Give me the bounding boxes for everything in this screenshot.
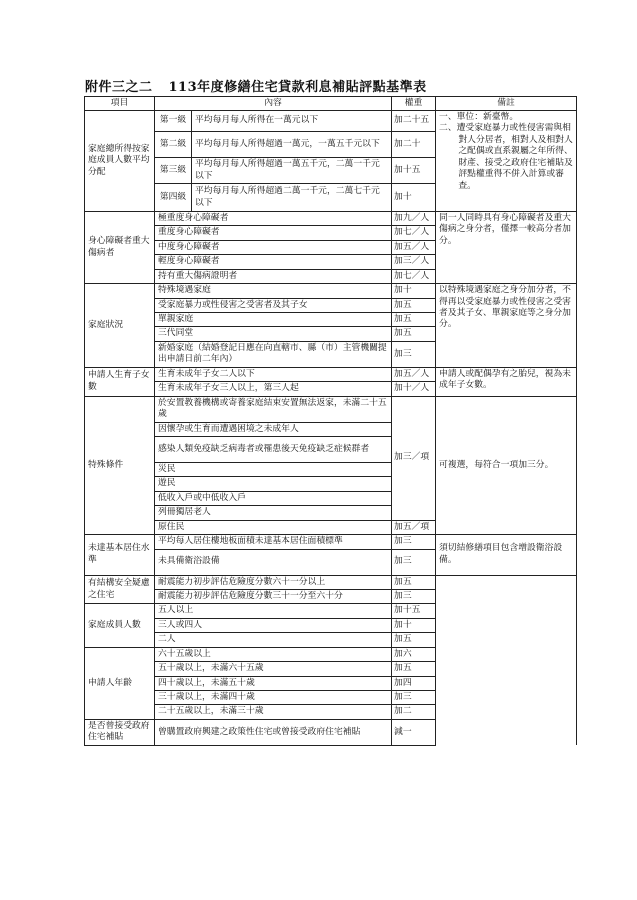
note-special: 可複選，每符合一項加三分。 [436, 396, 577, 535]
disability-content: 持有重大傷病證明者 [155, 269, 392, 283]
housing-content: 平均每人居住樓地板面積未達基本居住面積標準 [155, 535, 392, 549]
age-content: 二十五歲以上，未滿三十歲 [155, 705, 392, 719]
age-score: 加四 [392, 676, 436, 690]
children-score: 加十／人 [392, 382, 436, 396]
income-content: 平均每月每人所得超過一萬五千元，二萬一千元以下 [192, 158, 392, 184]
age-score: 加五 [392, 662, 436, 676]
income-content: 平均每月每人所得超過一萬元，一萬五千元以下 [192, 132, 392, 158]
housing-score: 加三 [392, 535, 436, 549]
safety-score: 加三 [392, 590, 436, 604]
disability-content: 輕度身心障礙者 [155, 255, 392, 269]
family-content: 三代同堂 [155, 327, 392, 341]
table-title: 113年度修繕住宅貸款利息補貼評點基準表 [168, 80, 427, 95]
disability-score: 加七／人 [392, 226, 436, 240]
special-group-score: 加三／項 [392, 396, 436, 520]
members-score: 加十五 [392, 604, 436, 618]
header-item: 項目 [85, 97, 155, 111]
table-row [85, 575, 577, 589]
income-score: 加二十五 [392, 111, 436, 132]
special-content: 於安置教養機構或寄養家庭結束安置無法返家，未滿二十五歲 [155, 396, 392, 422]
special-content: 因懷孕或生育而遭遇困境之未成年人 [155, 422, 392, 436]
subsidy-content: 曾購置政府興建之政策性住宅或曾接受政府住宅補貼 [155, 719, 392, 745]
disability-score: 加七／人 [392, 269, 436, 283]
members-content: 二人 [155, 633, 392, 647]
members-score: 加五 [392, 633, 436, 647]
family-score: 加五 [392, 298, 436, 312]
table-row [85, 367, 577, 381]
children-content: 生育未成年子女三人以上，第三人起 [155, 382, 392, 396]
disability-content: 重度身心障礙者 [155, 226, 392, 240]
note-income [436, 111, 577, 212]
disability-score: 加五／人 [392, 240, 436, 254]
family-score: 加十 [392, 284, 436, 298]
table-row [85, 535, 577, 549]
family-content: 特殊境遇家庭 [155, 284, 392, 298]
income-content: 平均每月每人所得超過二萬一千元，二萬七千元以下 [192, 184, 392, 212]
family-content: 受家庭暴力或性侵害之受害者及其子女 [155, 298, 392, 312]
safety-content: 耐震能力初步評估危險度分數三十一分至六十分 [155, 590, 392, 604]
category-special: 特殊條件 [85, 396, 155, 535]
special-content: 列冊獨居老人 [155, 506, 392, 520]
members-score: 加十 [392, 618, 436, 632]
scoring-table [84, 96, 577, 746]
family-score: 加三 [392, 341, 436, 367]
category-age: 申請人年齡 [85, 647, 155, 719]
housing-score: 加三 [392, 549, 436, 575]
income-content: 平均每月每人所得在一萬元以下 [192, 111, 392, 132]
table-row [85, 212, 577, 226]
table-row [85, 111, 577, 132]
age-content: 四十歲以上，未滿五十歲 [155, 676, 392, 690]
category-members: 家庭成員人數 [85, 604, 155, 647]
note-income-2: 二、遭受家庭暴力或性侵害需與相對人分居者，相對人及相對人之配偶或直系親屬之年所得、財產、接受之政府住宅補貼及評點權重得不併入計算或審查。 [439, 123, 573, 191]
header-weight: 權重 [392, 97, 436, 111]
family-content: 單親家庭 [155, 312, 392, 326]
housing-content: 未具備衛浴設備 [155, 549, 392, 575]
income-score: 加十 [392, 184, 436, 212]
document-title [85, 76, 565, 95]
category-children: 申請人生育子女數 [85, 367, 155, 396]
children-score: 加五／人 [392, 367, 436, 381]
note-income-1: 一、單位：新臺幣。 [439, 112, 519, 122]
income-score: 加十五 [392, 158, 436, 184]
special-content: 低收入戶或中低收入戶 [155, 491, 392, 505]
income-level: 第二級 [155, 132, 192, 158]
table-row [85, 284, 577, 298]
category-housing: 未達基本居住水準 [85, 535, 155, 575]
header-row [85, 97, 577, 111]
family-score: 加五 [392, 312, 436, 326]
family-score: 加五 [392, 327, 436, 341]
disability-score: 加三／人 [392, 255, 436, 269]
members-content: 五人以上 [155, 604, 392, 618]
header-remarks: 備註 [436, 97, 577, 111]
age-content: 三十歲以上，未滿四十歲 [155, 690, 392, 704]
category-income: 家庭總所得按家庭成員人數平均分配 [85, 111, 155, 212]
age-content: 五十歲以上，未滿六十五歲 [155, 662, 392, 676]
note-housing: 須切結修繕項目包含增設衛浴設備。 [436, 535, 577, 575]
children-content: 生育未成年子女二人以下 [155, 367, 392, 381]
category-subsidy: 是否曾接受政府住宅補貼 [85, 719, 155, 745]
income-level: 第一級 [155, 111, 192, 132]
special-content: 感染人類免疫缺乏病毒者或罹患後天免疫缺乏症候群者 [155, 437, 392, 463]
family-content: 新婚家庭（結婚登記日應在向直轄市、縣（市）主管機關提出申請日前二年內） [155, 341, 392, 367]
age-content: 六十五歲以上 [155, 647, 392, 661]
note-disability: 同一人同時具有身心障礙者及重大傷病之身分者，僅擇一較高分者加分。 [436, 212, 577, 284]
disability-content: 極重度身心障礙者 [155, 212, 392, 226]
attachment-label: 附件三之二 [85, 80, 153, 95]
subsidy-score: 減一 [392, 719, 436, 745]
disability-content: 中度身心障礙者 [155, 240, 392, 254]
age-score: 加六 [392, 647, 436, 661]
safety-score: 加五 [392, 575, 436, 589]
income-score: 加二十 [392, 132, 436, 158]
special-content: 原住民 [155, 520, 392, 534]
special-content: 災民 [155, 463, 392, 477]
age-score: 加二 [392, 705, 436, 719]
income-level: 第四級 [155, 184, 192, 212]
note-children: 申請人或配偶孕有之胎兒，視為未成年子女數。 [436, 367, 577, 396]
category-safety: 有結構安全疑慮之住宅 [85, 575, 155, 604]
category-disability: 身心障礙者重大傷病者 [85, 212, 155, 284]
category-family: 家庭狀況 [85, 284, 155, 368]
safety-content: 耐震能力初步評估危險度分數六十一分以上 [155, 575, 392, 589]
table-row [85, 396, 577, 422]
special-score: 加五／項 [392, 520, 436, 534]
special-content: 遊民 [155, 477, 392, 491]
note-family: 以特殊境遇家庭之身分加分者，不得再以受家庭暴力或性侵害之受害者及其子女、單親家庭等之身分加分。 [436, 284, 577, 368]
members-content: 三人或四人 [155, 618, 392, 632]
header-content: 內容 [155, 97, 392, 111]
age-score: 加三 [392, 690, 436, 704]
disability-score: 加九／人 [392, 212, 436, 226]
note-empty [436, 575, 577, 745]
income-level: 第三級 [155, 158, 192, 184]
